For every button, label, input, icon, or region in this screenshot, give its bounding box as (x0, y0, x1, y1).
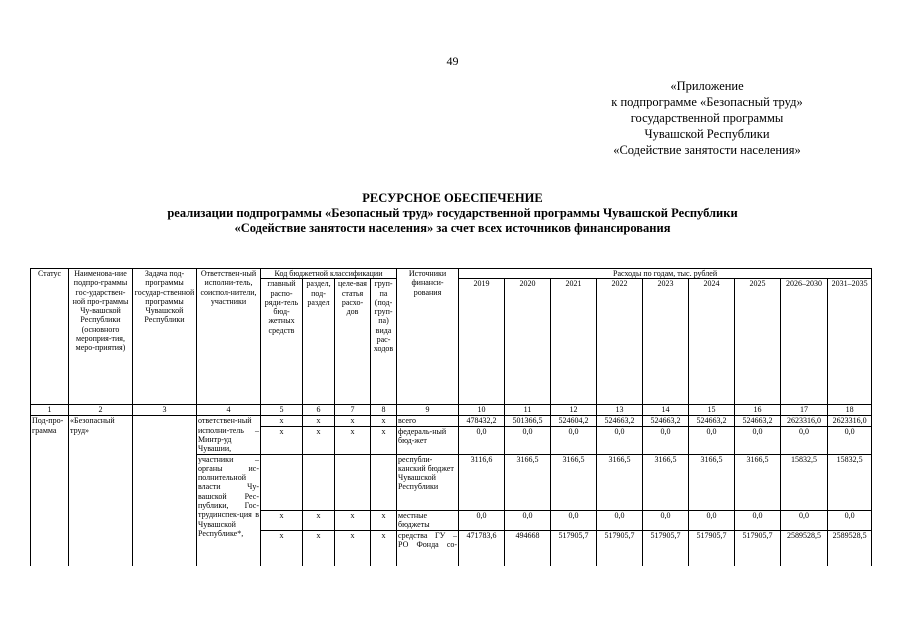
column-number: 3 (133, 405, 197, 416)
code-cell: x (303, 510, 335, 530)
header-year: 2025 (735, 279, 781, 405)
value-cell: 0,0 (689, 426, 735, 454)
column-number: 4 (197, 405, 261, 416)
code-cell (261, 454, 303, 510)
value-cell: 0,0 (689, 510, 735, 530)
value-cell: 0,0 (459, 510, 505, 530)
header-expense-group: груп-па (под-груп-па) вида рас-ходов (371, 279, 397, 405)
source-cell: средства ГУ – РО Фонда со- (397, 530, 459, 566)
value-cell: 524663,2 (735, 416, 781, 426)
column-number: 14 (643, 405, 689, 416)
value-cell: 3166,5 (597, 454, 643, 510)
value-cell: 0,0 (459, 426, 505, 454)
code-cell: x (335, 416, 371, 426)
value-cell: 517905,7 (643, 530, 689, 566)
column-number: 6 (303, 405, 335, 416)
column-number: 11 (505, 405, 551, 416)
value-cell: 517905,7 (551, 530, 597, 566)
value-cell: 3166,5 (505, 454, 551, 510)
value-cell: 0,0 (828, 426, 872, 454)
value-cell: 517905,7 (689, 530, 735, 566)
value-cell: 0,0 (643, 510, 689, 530)
header-section: раздел, под-раздел (303, 279, 335, 405)
header-year: 2021 (551, 279, 597, 405)
appendix-line: Чувашской Республики (644, 127, 770, 141)
value-cell: 0,0 (781, 510, 828, 530)
code-cell: x (303, 416, 335, 426)
value-cell: 0,0 (735, 426, 781, 454)
header-name: Наименова-ние подпро-граммы гос-ударствен-ной про-граммы Чу-вашской Республики (основного мероприя-тия, меро-приятия) (69, 269, 133, 405)
appendix-note (577, 78, 837, 158)
executor-participants-cell: участники – органы ис-полнительной власти Чу-вашской Рес-публики, Гос-трудинспек-ция в Чувашской Республике*, (197, 454, 261, 566)
header-task: Задача под-программы государ-ственной программы Чувашской Республики (133, 269, 197, 405)
column-number: 18 (828, 405, 872, 416)
value-cell: 524663,2 (597, 416, 643, 426)
header-year: 2026–2030 (781, 279, 828, 405)
value-cell: 0,0 (505, 426, 551, 454)
code-cell: x (303, 530, 335, 566)
column-number: 9 (397, 405, 459, 416)
value-cell: 0,0 (597, 510, 643, 530)
value-cell: 2623316,0 (781, 416, 828, 426)
value-cell: 524663,2 (643, 416, 689, 426)
code-cell: x (261, 530, 303, 566)
header-budget-code: Код бюджетной классификации (261, 269, 397, 279)
header-year: 2022 (597, 279, 643, 405)
source-cell: местные бюджеты (397, 510, 459, 530)
value-cell: 494668 (505, 530, 551, 566)
value-cell: 3166,5 (689, 454, 735, 510)
code-cell: x (335, 426, 371, 454)
source-cell: федераль-ный бюд-жет (397, 426, 459, 454)
title-line: РЕСУРСНОЕ ОБЕСПЕЧЕНИЕ (362, 191, 543, 205)
value-cell: 15832,5 (781, 454, 828, 510)
column-number: 12 (551, 405, 597, 416)
value-cell: 0,0 (551, 426, 597, 454)
source-cell: всего (397, 416, 459, 426)
value-cell: 524604,2 (551, 416, 597, 426)
value-cell: 2589528,5 (828, 530, 872, 566)
executor-cell: ответствен-ный исполни-тель – Минтр-уд Чувашии, (198, 416, 259, 454)
code-cell: x (335, 510, 371, 530)
resource-table (30, 268, 872, 566)
table-row (31, 416, 872, 426)
column-number: 15 (689, 405, 735, 416)
code-cell: x (371, 416, 397, 426)
appendix-line: к подпрограмме «Безопасный труд» (611, 95, 803, 109)
header-expenses: Расходы по годам, тыс. рублей (459, 269, 872, 279)
document-title (0, 191, 905, 236)
value-cell: 0,0 (597, 426, 643, 454)
value-cell: 3166,5 (735, 454, 781, 510)
header-funding-sources: Источники финанси-рования (397, 269, 459, 405)
code-cell: x (261, 426, 303, 454)
title-line: «Содействие занятости населения» за счет всех источников финансирования (234, 221, 671, 235)
value-cell: 0,0 (551, 510, 597, 530)
column-number: 13 (597, 405, 643, 416)
code-cell: x (371, 510, 397, 530)
column-number: 16 (735, 405, 781, 416)
header-target-item: целе-вая статья расхо-дов (335, 279, 371, 405)
source-cell: республи-канский бюджет Чувашской Республики (397, 454, 459, 510)
header-main-manager: главный распо-ряди-тель бюд-жетных средств (261, 279, 303, 405)
column-number: 10 (459, 405, 505, 416)
page-number: 49 (446, 54, 459, 68)
value-cell: 501366,5 (505, 416, 551, 426)
code-cell (303, 454, 335, 510)
header-status: Статус (31, 269, 69, 405)
header-year: 2031–2035 (828, 279, 872, 405)
column-number: 2 (69, 405, 133, 416)
value-cell: 0,0 (505, 510, 551, 530)
value-cell: 0,0 (828, 510, 872, 530)
appendix-line: «Приложение (670, 79, 744, 93)
title-line: реализации подпрограммы «Безопасный труд» государственной программы Чувашской Республики (167, 206, 738, 220)
code-cell: x (261, 510, 303, 530)
status-cell: Под-про-грамма (31, 416, 69, 566)
column-number: 8 (371, 405, 397, 416)
code-cell (371, 454, 397, 510)
value-cell: 471783,6 (459, 530, 505, 566)
appendix-line: государственной программы (630, 111, 784, 125)
column-number-row (31, 405, 872, 416)
value-cell: 3166,5 (551, 454, 597, 510)
header-year: 2023 (643, 279, 689, 405)
header-executor: Ответствен-ный исполни-тель, соиспол-нители, участники (197, 269, 261, 405)
column-number: 1 (31, 405, 69, 416)
value-cell: 0,0 (781, 426, 828, 454)
code-cell: x (371, 530, 397, 566)
code-cell: x (303, 426, 335, 454)
value-cell: 2623316,0 (828, 416, 872, 426)
header-row (31, 269, 872, 279)
appendix-line: «Содействие занятости населения» (613, 143, 801, 157)
header-year: 2019 (459, 279, 505, 405)
value-cell: 517905,7 (735, 530, 781, 566)
value-cell: 0,0 (643, 426, 689, 454)
code-cell (335, 454, 371, 510)
value-cell: 2589528,5 (781, 530, 828, 566)
value-cell: 15832,5 (828, 454, 872, 510)
code-cell: x (371, 426, 397, 454)
value-cell: 0,0 (735, 510, 781, 530)
code-cell: x (335, 530, 371, 566)
header-year: 2020 (505, 279, 551, 405)
column-number: 5 (261, 405, 303, 416)
code-cell: x (261, 416, 303, 426)
value-cell: 3166,5 (643, 454, 689, 510)
value-cell: 517905,7 (597, 530, 643, 566)
value-cell: 3116,6 (459, 454, 505, 510)
column-number: 17 (781, 405, 828, 416)
column-number: 7 (335, 405, 371, 416)
subprogram-name-cell: «Безопасный труд» (69, 416, 133, 566)
header-year: 2024 (689, 279, 735, 405)
task-cell (133, 416, 197, 566)
value-cell: 524663,2 (689, 416, 735, 426)
value-cell: 478432,2 (459, 416, 505, 426)
